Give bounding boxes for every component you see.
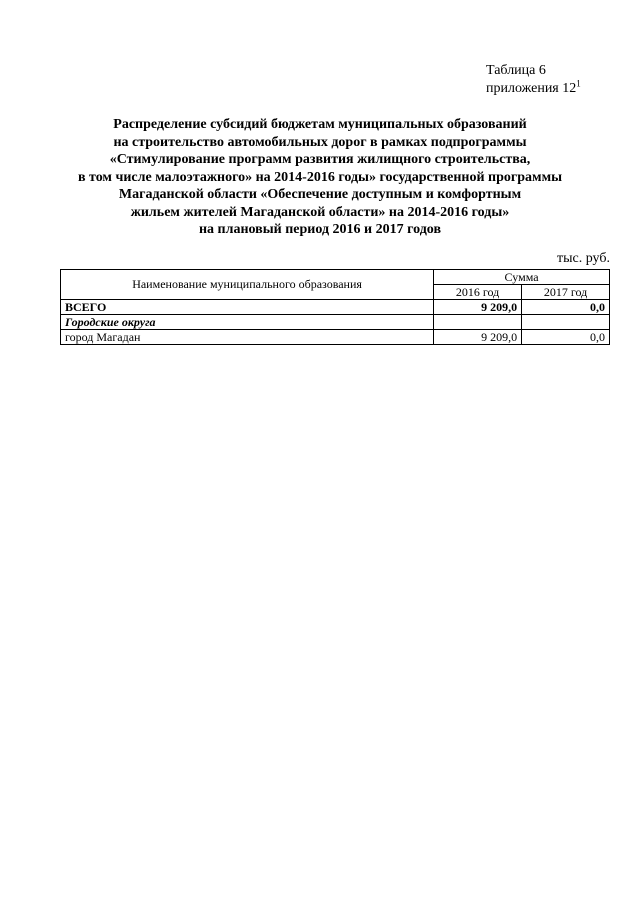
title-line: на плановый период 2016 и 2017 годов xyxy=(198,222,442,237)
row-label: город Магадан xyxy=(61,330,434,345)
subsidies-table xyxy=(60,269,610,345)
cell-2017 xyxy=(522,315,610,330)
units-label: тыс. руб. xyxy=(557,251,610,266)
title-line: «Стимулирование программ развития жилищного строительства, xyxy=(109,152,531,167)
cell-2017: 0,0 xyxy=(522,330,610,345)
table-row xyxy=(61,330,610,345)
row-label: Городские округа xyxy=(61,315,434,330)
table-row-total xyxy=(61,300,610,315)
appendix-superscript: 1 xyxy=(576,78,581,89)
cell-2016: 9 209,0 xyxy=(434,330,522,345)
title-line: Магаданской области «Обеспечение доступным и комфортным xyxy=(118,187,522,202)
header-year-2016: 2016 год xyxy=(434,285,522,300)
title-line: в том числе малоэтажного» на 2014-2016 годы» государственной программы xyxy=(77,169,563,185)
cell-2016: 9 209,0 xyxy=(434,300,522,315)
appendix-label: приложения 12 xyxy=(486,81,577,96)
table-number: Таблица 6 xyxy=(486,63,546,78)
table-header-row xyxy=(61,270,610,285)
title-line: на строительство автомобильных дорог в рамках подпрограммы xyxy=(113,134,527,150)
header-year-2017: 2017 год xyxy=(522,285,610,300)
cell-2017: 0,0 xyxy=(522,300,610,315)
appendix-reference xyxy=(486,80,581,98)
row-label: ВСЕГО xyxy=(61,300,434,315)
title-line: жильем жителей Магаданской области» на 2014-2016 годы» xyxy=(130,204,510,220)
header-municipality: Наименование муниципального образования xyxy=(61,270,434,300)
cell-2016 xyxy=(434,315,522,330)
title-line: Распределение субсидий бюджетам муниципальных образований xyxy=(113,117,527,132)
document-title xyxy=(40,116,600,239)
table-row-group xyxy=(61,315,610,330)
header-sum: Сумма xyxy=(434,270,610,285)
table-reference xyxy=(486,62,581,98)
